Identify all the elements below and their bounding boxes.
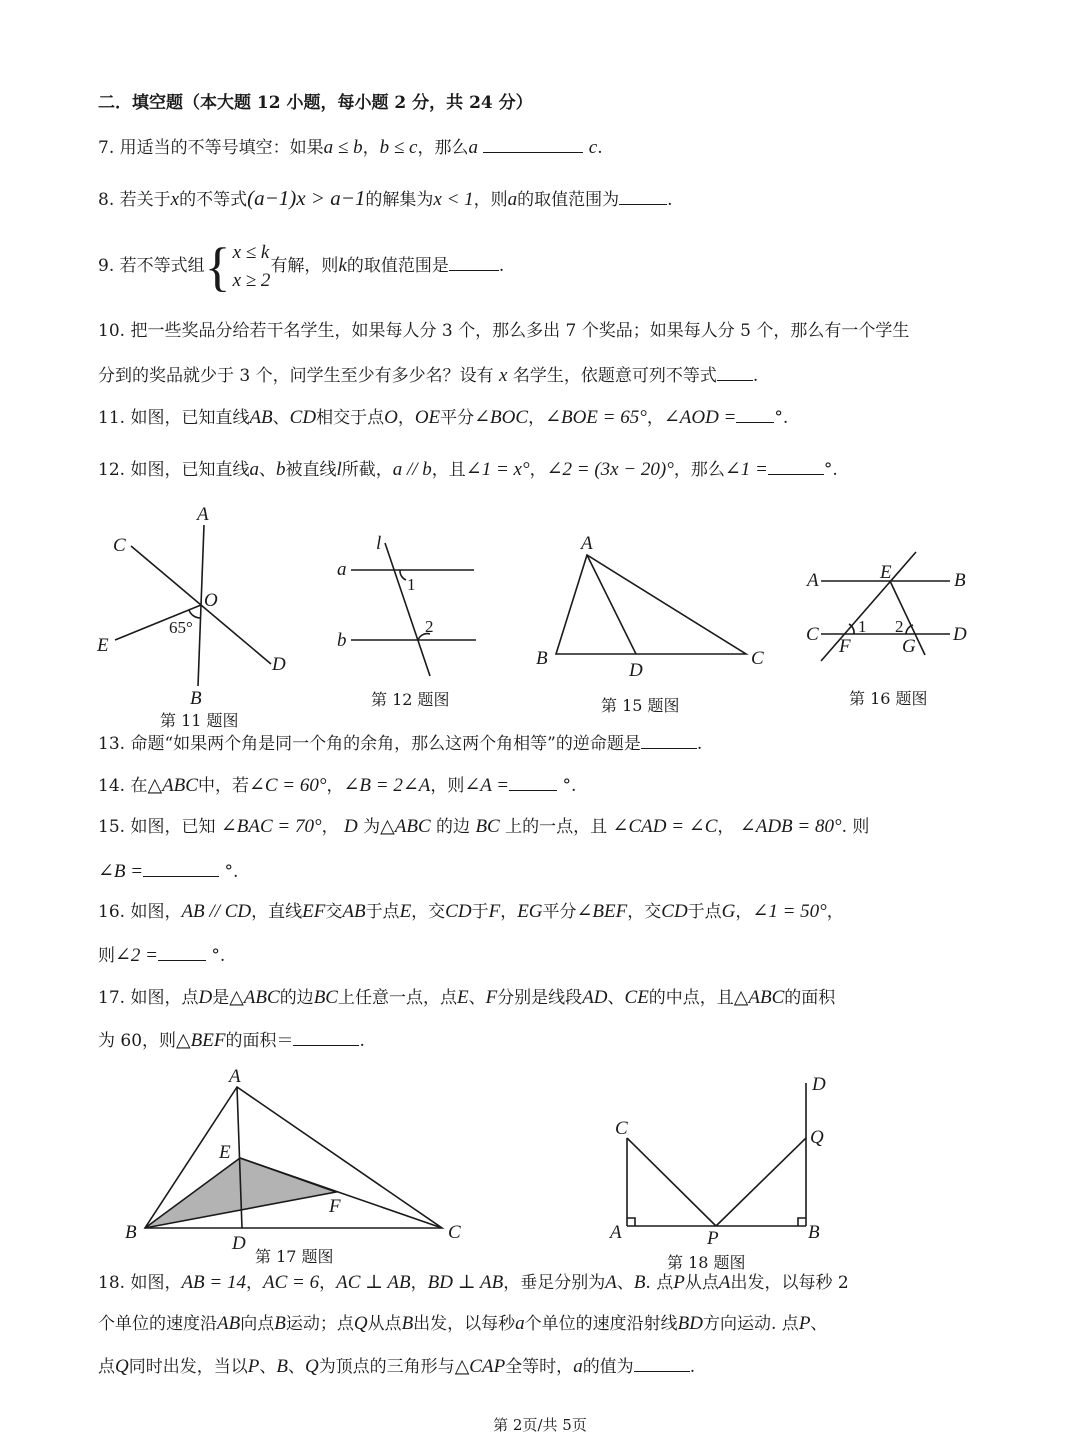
label-e: E xyxy=(97,635,109,656)
question-13: 13. 命题“如果两个角是同一个角的余角，那么这两个角相等”的逆命题是 . xyxy=(98,734,703,754)
label-angle-2: 2 xyxy=(895,617,904,636)
label-a-line: a xyxy=(337,559,347,580)
label-b: B xyxy=(125,1222,137,1243)
label-b: B xyxy=(954,570,966,591)
question-11: 11. 如图，已知直线AB、CD相交于点O，OE平分∠BOC，∠BOE = 65°，∠AOD = °. xyxy=(98,407,789,428)
label-f: F xyxy=(329,1196,341,1217)
label-d: D xyxy=(272,654,286,675)
inequality-system: { x ≤ k x ≥ 2 xyxy=(204,236,271,297)
figure-18-caption: 第 18 题图 xyxy=(667,1253,746,1272)
figure-15-caption: 第 15 题图 xyxy=(601,696,680,715)
label-f: F xyxy=(839,636,851,657)
label-e: E xyxy=(880,562,892,583)
label-g: G xyxy=(902,636,916,657)
label-d: D xyxy=(953,624,967,645)
question-15-line-2: ∠B = °. xyxy=(98,861,239,882)
question-17-line-1: 17. 如图，点D是△ABC的边BC上任意一点，点E、F分别是线段AD、CE的中点，且△ABC的面积 xyxy=(98,987,836,1008)
question-18-line-3: 点Q同时出发，当以P、B、Q为顶点的三角形与△CAP全等时，a的值为 . xyxy=(98,1356,696,1377)
question-18-line-2: 个单位的速度沿AB向点B运动；点Q从点B出发，以每秒a个单位的速度沿射线BD方向运动. 点P、 xyxy=(98,1313,828,1334)
label-q: Q xyxy=(810,1127,824,1148)
question-17-line-2: 为 60，则△BEF的面积＝ . xyxy=(98,1030,365,1051)
brace-icon: { xyxy=(204,236,231,297)
label-l: l xyxy=(376,533,382,554)
figure-17-caption: 第 17 题图 xyxy=(255,1247,334,1266)
label-c: C xyxy=(448,1222,461,1243)
label-angle-1: 1 xyxy=(858,617,867,636)
figure-16-caption: 第 16 题图 xyxy=(849,689,928,708)
question-10-line-1: 10. 把一些奖品分给若干名学生，如果每人分 3 个，那么多出 7 个奖品；如果每人分 5 个，那么有一个学生 xyxy=(98,321,910,341)
label-b: B xyxy=(808,1222,820,1243)
section-title: 二．填空题（本大题 12 小题，每小题 2 分，共 24 分） xyxy=(98,93,533,113)
answer-blank-17[interactable] xyxy=(293,1029,359,1046)
label-a: A xyxy=(807,570,819,591)
label-c: C xyxy=(615,1118,628,1139)
label-e: E xyxy=(219,1142,231,1163)
figure-11-caption: 第 11 题图 xyxy=(160,711,239,730)
label-b-line: b xyxy=(337,630,347,651)
label-a: A xyxy=(610,1222,622,1243)
question-7: 7. 用适当的不等号填空：如果a ≤ b，b ≤ c，那么a c. xyxy=(98,137,603,158)
label-d: D xyxy=(629,660,643,681)
label-c: C xyxy=(113,535,126,556)
question-8: 8. 若关于x的不等式(a−1)x > a−1的解集为x < 1，则a的取值范围为 . xyxy=(98,186,673,210)
label-d: D xyxy=(812,1074,826,1095)
answer-blank-18[interactable] xyxy=(634,1355,690,1372)
label-b: B xyxy=(536,648,548,669)
label-p: P xyxy=(707,1228,719,1249)
label-b: B xyxy=(190,688,202,709)
figure-12-caption: 第 12 题图 xyxy=(371,690,450,709)
question-15-line-1: 15. 如图，已知 ∠BAC = 70°， D 为△ABC 的边 BC 上的一点，且 ∠CAD = ∠C， ∠ADB = 80°. 则 xyxy=(98,816,870,837)
label-c: C xyxy=(806,624,819,645)
label-a: A xyxy=(197,504,209,525)
answer-blank-14[interactable] xyxy=(509,774,557,791)
answer-blank-16[interactable] xyxy=(158,944,206,961)
question-9: 9. 若不等式组 { x ≤ k x ≥ 2 有解，则k的取值范围是 . xyxy=(98,236,505,297)
question-18-line-1: 18. 如图，AB = 14，AC = 6，AC ⊥ AB，BD ⊥ AB，垂足分别为A、B. 点P从点A出发，以每秒 2 xyxy=(98,1272,849,1293)
label-angle-1: 1 xyxy=(407,575,416,594)
question-16-line-2: 则∠2 = °. xyxy=(98,945,226,966)
label-a: A xyxy=(581,533,593,554)
question-10-line-2: 分到的奖品就少于 3 个，问学生至少有多少名？设有 x 名学生，依题意可列不等式 . xyxy=(98,365,759,386)
label-o: O xyxy=(204,590,218,611)
label-a: A xyxy=(229,1066,241,1087)
label-angle-2: 2 xyxy=(425,617,434,636)
answer-blank-13[interactable] xyxy=(641,732,697,749)
answer-blank-15[interactable] xyxy=(143,860,219,877)
page-number: 第 2页/共 5页 xyxy=(493,1416,587,1434)
label-d: D xyxy=(232,1233,246,1254)
question-14: 14. 在△ABC中，若∠C = 60°，∠B = 2∠A，则∠A = °. xyxy=(98,775,577,796)
question-12: 12. 如图，已知直线a、b被直线l所截，a // b，且∠1 = x°，∠2 = (3x − 20)°，那么∠1 = °. xyxy=(98,459,838,480)
label-c: C xyxy=(751,648,764,669)
label-angle-65: 65° xyxy=(169,618,193,637)
question-16-line-1: 16. 如图，AB // CD，直线EF交AB于点E，交CD于F，EG平分∠BEF，交CD于点G，∠1 = 50°， xyxy=(98,901,844,922)
